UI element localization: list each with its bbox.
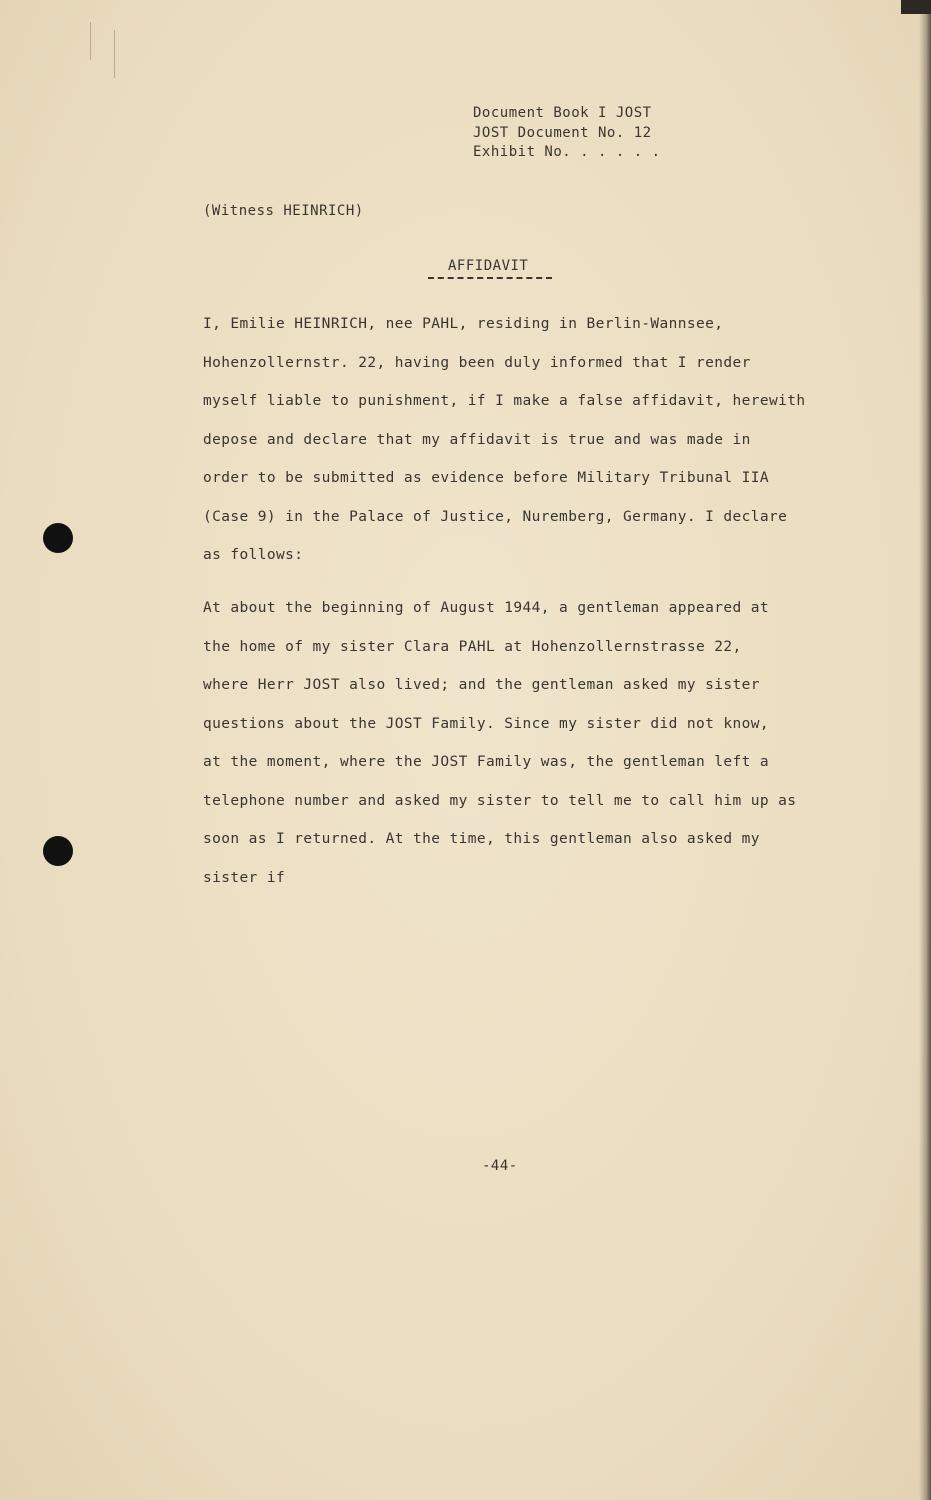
page-number: -44- bbox=[482, 1158, 518, 1174]
affidavit-paragraph-2 bbox=[203, 600, 843, 908]
document-number-line: JOST Document No. 12 bbox=[473, 124, 652, 141]
text-line: telephone number and asked my sister to tell me to call him up as bbox=[203, 792, 797, 809]
document-title: AFFIDAVIT bbox=[448, 258, 529, 274]
page-corner bbox=[901, 0, 931, 14]
text-line: at the moment, where the JOST Family was, the gentleman left a bbox=[203, 754, 770, 770]
text-line: where Herr JOST also lived; and the gentleman asked my sister bbox=[203, 677, 760, 693]
text-line: order to be submitted as evidence before Military Tribunal IIA bbox=[203, 470, 770, 486]
punch-hole bbox=[43, 836, 73, 866]
text-line: Hohenzollernstr. 22, having been duly informed that I render bbox=[203, 354, 751, 371]
text-line: the home of my sister Clara PAHL at Hohenzollernstrasse 22, bbox=[203, 638, 742, 655]
document-book-line: Document Book I JOST bbox=[473, 105, 652, 121]
affidavit-paragraph-1 bbox=[203, 316, 843, 586]
text-line: I, Emilie HEINRICH, nee PAHL, residing in Berlin-Wannsee, bbox=[203, 316, 724, 332]
punch-hole bbox=[43, 523, 73, 553]
text-line: as follows: bbox=[203, 547, 304, 563]
text-line: soon as I returned. At the time, this gentleman also asked my bbox=[203, 831, 760, 847]
page-edge-shadow bbox=[919, 0, 931, 1500]
text-line: (Case 9) in the Palace of Justice, Nuremberg, Germany. I declare bbox=[203, 508, 788, 525]
text-line: questions about the JOST Family. Since my sister did not know, bbox=[203, 715, 770, 732]
text-line: myself liable to punishment, if I make a false affidavit, herewith bbox=[203, 393, 806, 409]
text-line: At about the beginning of August 1944, a gentleman appeared at bbox=[203, 600, 770, 616]
title-underline bbox=[428, 277, 552, 279]
paper-mark bbox=[90, 22, 91, 60]
exhibit-number-line: Exhibit No. . . . . . bbox=[473, 144, 661, 160]
witness-label: (Witness HEINRICH) bbox=[203, 203, 364, 219]
document-reference bbox=[473, 104, 661, 163]
paper-mark bbox=[114, 30, 115, 78]
text-line: depose and declare that my affidavit is true and was made in bbox=[203, 431, 751, 448]
text-line: sister if bbox=[203, 869, 286, 886]
